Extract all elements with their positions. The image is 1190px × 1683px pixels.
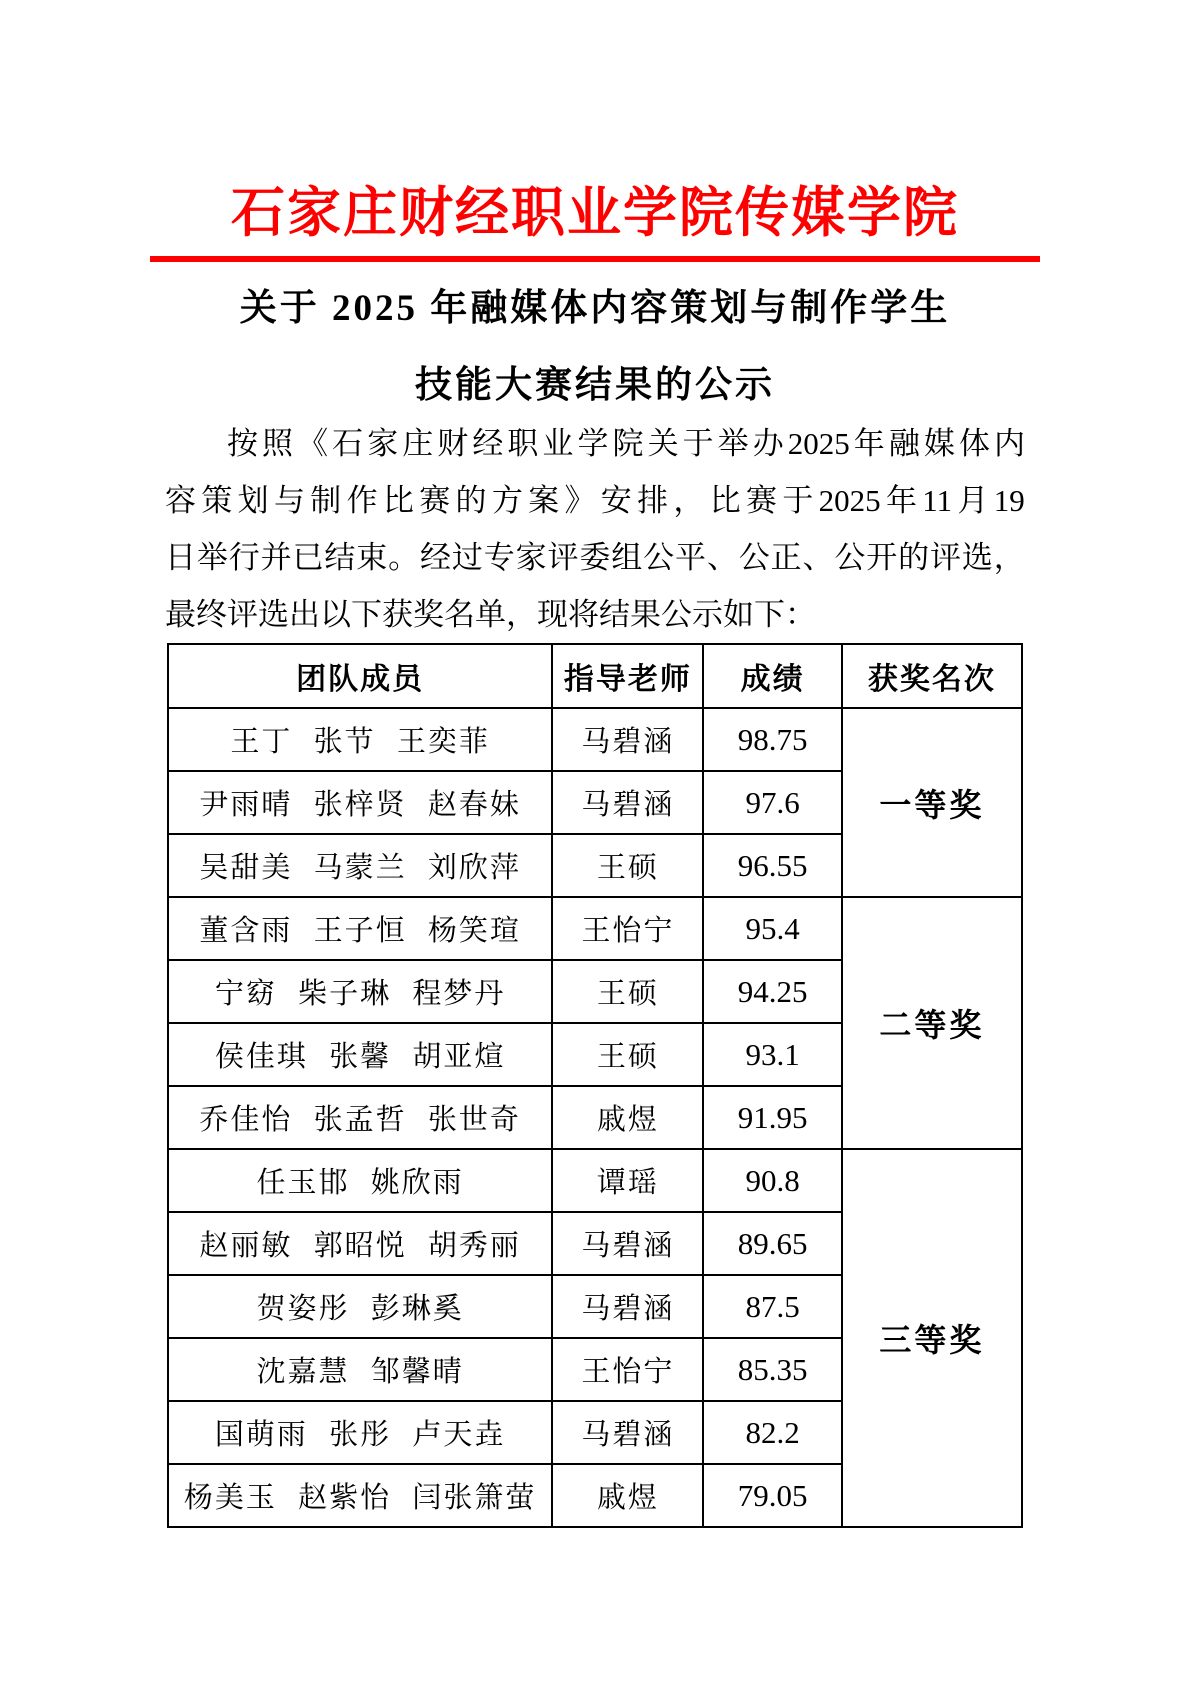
teacher-cell: 马碧涵 — [552, 1212, 703, 1275]
paragraph-text-token: 年 — [853, 426, 885, 461]
team-members-cell: 吴甜美 马蒙兰 刘欣萍 — [168, 834, 552, 897]
paragraph-text-token: 业 — [542, 426, 574, 461]
teacher-cell: 王怡宁 — [552, 1338, 703, 1401]
paragraph-text-token: 石 — [332, 426, 364, 461]
paragraph-text-token: 公 — [643, 540, 675, 575]
paragraph-text-token: 。 — [388, 540, 420, 575]
score-cell: 90.8 — [703, 1149, 841, 1212]
paragraph-text-token: 安 — [600, 483, 632, 518]
paragraph-text-token: 按 — [227, 426, 258, 461]
score-cell: 82.2 — [703, 1401, 841, 1464]
doc-title-line-2: 技能大赛结果的公示 — [415, 365, 775, 406]
paragraph-text-token: 、 — [706, 540, 738, 575]
paragraph-text-token: 财 — [437, 426, 469, 461]
team-members-cell: 贺姿彤 彭琳奚 — [168, 1275, 552, 1338]
paragraph-text-token: 评 — [930, 540, 961, 575]
teacher-cell: 谭瑶 — [552, 1149, 703, 1212]
teacher-cell: 马碧涵 — [552, 771, 703, 834]
team-members-cell: 王丁 张节 王奕菲 — [168, 708, 552, 771]
paragraph-text-token: 学 — [577, 426, 609, 461]
paragraph-text-token: 家 — [367, 426, 399, 461]
team-members-cell: 任玉邯 姚欣雨 — [168, 1149, 552, 1212]
paragraph-line-2 — [165, 472, 1025, 529]
teacher-cell: 马碧涵 — [552, 708, 703, 771]
paragraph-text-token: 作 — [346, 483, 378, 518]
paragraph-text-token: 19 — [993, 483, 1025, 518]
award-rank-cell: 一等奖 — [842, 708, 1022, 897]
paragraph-text-token: 案 — [528, 483, 560, 518]
paragraph-text-token: 组 — [611, 540, 643, 575]
paragraph-text-token: 于 — [682, 426, 714, 461]
red-divider-line — [150, 256, 1040, 262]
teacher-cell: 戚煜 — [552, 1086, 703, 1149]
paragraph-text-token: 的 — [455, 483, 487, 518]
team-members-cell: 尹雨晴 张梓贤 赵春妹 — [168, 771, 552, 834]
paragraph-text-token: 比 — [709, 483, 741, 518]
paragraph-text-token: 经 — [472, 426, 504, 461]
score-cell: 96.55 — [703, 834, 841, 897]
paragraph-text-token: 排 — [637, 483, 669, 518]
paragraph-text-token: 内 — [993, 426, 1025, 461]
paragraph-text-token: 庄 — [402, 426, 434, 461]
paragraph-text-token: 正 — [770, 540, 802, 575]
paragraph-text-token: 月 — [957, 483, 989, 518]
paragraph-text-token: 赛 — [746, 483, 777, 518]
paragraph-text-token: 方 — [491, 483, 523, 518]
table-header-row — [168, 644, 1022, 708]
paragraph-text-token: 专 — [483, 540, 515, 575]
paragraph-line-4: 最终评选出以下获奖名单，现将结果公示如下： — [165, 597, 816, 632]
paragraph-text-token: 制 — [310, 483, 342, 518]
paragraph-text-token: 融 — [888, 426, 920, 461]
score-cell: 97.6 — [703, 771, 841, 834]
paragraph-text-token: 行 — [228, 540, 260, 575]
paragraph-text-token: 比 — [382, 483, 414, 518]
paragraph-text-token: 评 — [547, 540, 579, 575]
paragraph-text-token: 公 — [834, 540, 866, 575]
teacher-cell: 马碧涵 — [552, 1401, 703, 1464]
team-members-cell: 国萌雨 张彤 卢天垚 — [168, 1401, 552, 1464]
paragraph-text-token: 2025 — [818, 483, 881, 518]
teacher-cell: 王硕 — [552, 960, 703, 1023]
paragraph-text-token: ， — [673, 483, 705, 518]
paragraph-text-token: 划 — [237, 483, 269, 518]
paragraph-text-token: 平 — [675, 540, 706, 575]
paragraph-text-token: 策 — [201, 483, 233, 518]
paragraph-text-token: 容 — [165, 483, 196, 518]
paragraph-text-token: 、 — [802, 540, 834, 575]
body-paragraph — [165, 415, 1025, 643]
paragraph-text-token: 院 — [612, 426, 644, 461]
paragraph-text-token: 结 — [324, 540, 356, 575]
table-row — [168, 897, 1022, 960]
paragraph-line-3 — [165, 529, 1025, 586]
paragraph-text-token: 日 — [165, 540, 196, 575]
score-cell: 95.4 — [703, 897, 841, 960]
paragraph-text-token: 关 — [647, 426, 679, 461]
paragraph-text-token: 》 — [564, 483, 596, 518]
paragraph-text-token: 11 — [922, 483, 953, 518]
teacher-cell: 王硕 — [552, 1023, 703, 1086]
column-header-1: 指导老师 — [552, 644, 703, 708]
team-members-cell: 沈嘉慧 邹馨晴 — [168, 1338, 552, 1401]
paragraph-line-1 — [165, 415, 1025, 472]
paragraph-text-token: 赛 — [419, 483, 451, 518]
paragraph-text-token: 举 — [717, 426, 749, 461]
paragraph-text-token: 照 — [262, 426, 294, 461]
teacher-cell: 戚煜 — [552, 1464, 703, 1527]
paragraph-text-token: 束 — [356, 540, 388, 575]
score-cell: 98.75 — [703, 708, 841, 771]
table-row — [168, 708, 1022, 771]
score-cell: 89.65 — [703, 1212, 841, 1275]
paragraph-text-token: 《 — [297, 426, 329, 461]
paragraph-text-token: 2025 — [787, 426, 850, 461]
score-cell: 93.1 — [703, 1023, 841, 1086]
paragraph-text-token: 过 — [451, 540, 483, 575]
paragraph-text-token: 家 — [515, 540, 547, 575]
paragraph-text-token: 媒 — [923, 426, 955, 461]
paragraph-text-token: 年 — [885, 483, 917, 518]
team-members-cell: 侯佳琪 张馨 胡亚煊 — [168, 1023, 552, 1086]
team-members-cell: 乔佳怡 张孟哲 张世奇 — [168, 1086, 552, 1149]
paragraph-text-token: 办 — [752, 426, 784, 461]
results-table — [167, 643, 1023, 1528]
column-header-0: 团队成员 — [168, 644, 552, 708]
results-table-body — [168, 644, 1022, 1527]
teacher-cell: 马碧涵 — [552, 1275, 703, 1338]
team-members-cell: 宁窈 柴子琳 程梦丹 — [168, 960, 552, 1023]
team-members-cell: 赵丽敏 郭昭悦 胡秀丽 — [168, 1212, 552, 1275]
team-members-cell: 杨美玉 赵紫怡 闫张箫萤 — [168, 1464, 552, 1527]
paragraph-text-token: 体 — [958, 426, 990, 461]
paragraph-text-token: 开 — [866, 540, 898, 575]
paragraph-text-token: 已 — [292, 540, 324, 575]
score-cell: 85.35 — [703, 1338, 841, 1401]
column-header-3: 获奖名次 — [842, 644, 1022, 708]
paragraph-text-token: 的 — [898, 540, 930, 575]
paragraph-text-token: 举 — [196, 540, 228, 575]
column-header-2: 成绩 — [703, 644, 841, 708]
award-rank-cell: 二等奖 — [842, 897, 1022, 1149]
paragraph-text-token: 委 — [579, 540, 611, 575]
paragraph-text-token: 公 — [738, 540, 770, 575]
score-cell: 87.5 — [703, 1275, 841, 1338]
teacher-cell: 王硕 — [552, 834, 703, 897]
award-rank-cell: 三等奖 — [842, 1149, 1022, 1527]
paragraph-text-token: 于 — [782, 483, 814, 518]
letterhead-title: 石家庄财经职业学院传媒学院 — [231, 183, 959, 243]
paragraph-text-token: 选 — [961, 540, 993, 575]
doc-title-line-1: 关于 2025 年融媒体内容策划与制作学生 — [239, 288, 951, 329]
paragraph-text-token: ， — [993, 540, 1025, 575]
score-cell: 91.95 — [703, 1086, 841, 1149]
teacher-cell: 王怡宁 — [552, 897, 703, 960]
score-cell: 94.25 — [703, 960, 841, 1023]
team-members-cell: 董含雨 王子恒 杨笑瑄 — [168, 897, 552, 960]
paragraph-text-token: 与 — [273, 483, 305, 518]
table-row — [168, 1149, 1022, 1212]
paragraph-text-token: 并 — [260, 540, 292, 575]
score-cell: 79.05 — [703, 1464, 841, 1527]
paragraph-text-token: 经 — [420, 540, 451, 575]
paragraph-text-token: 职 — [507, 426, 539, 461]
